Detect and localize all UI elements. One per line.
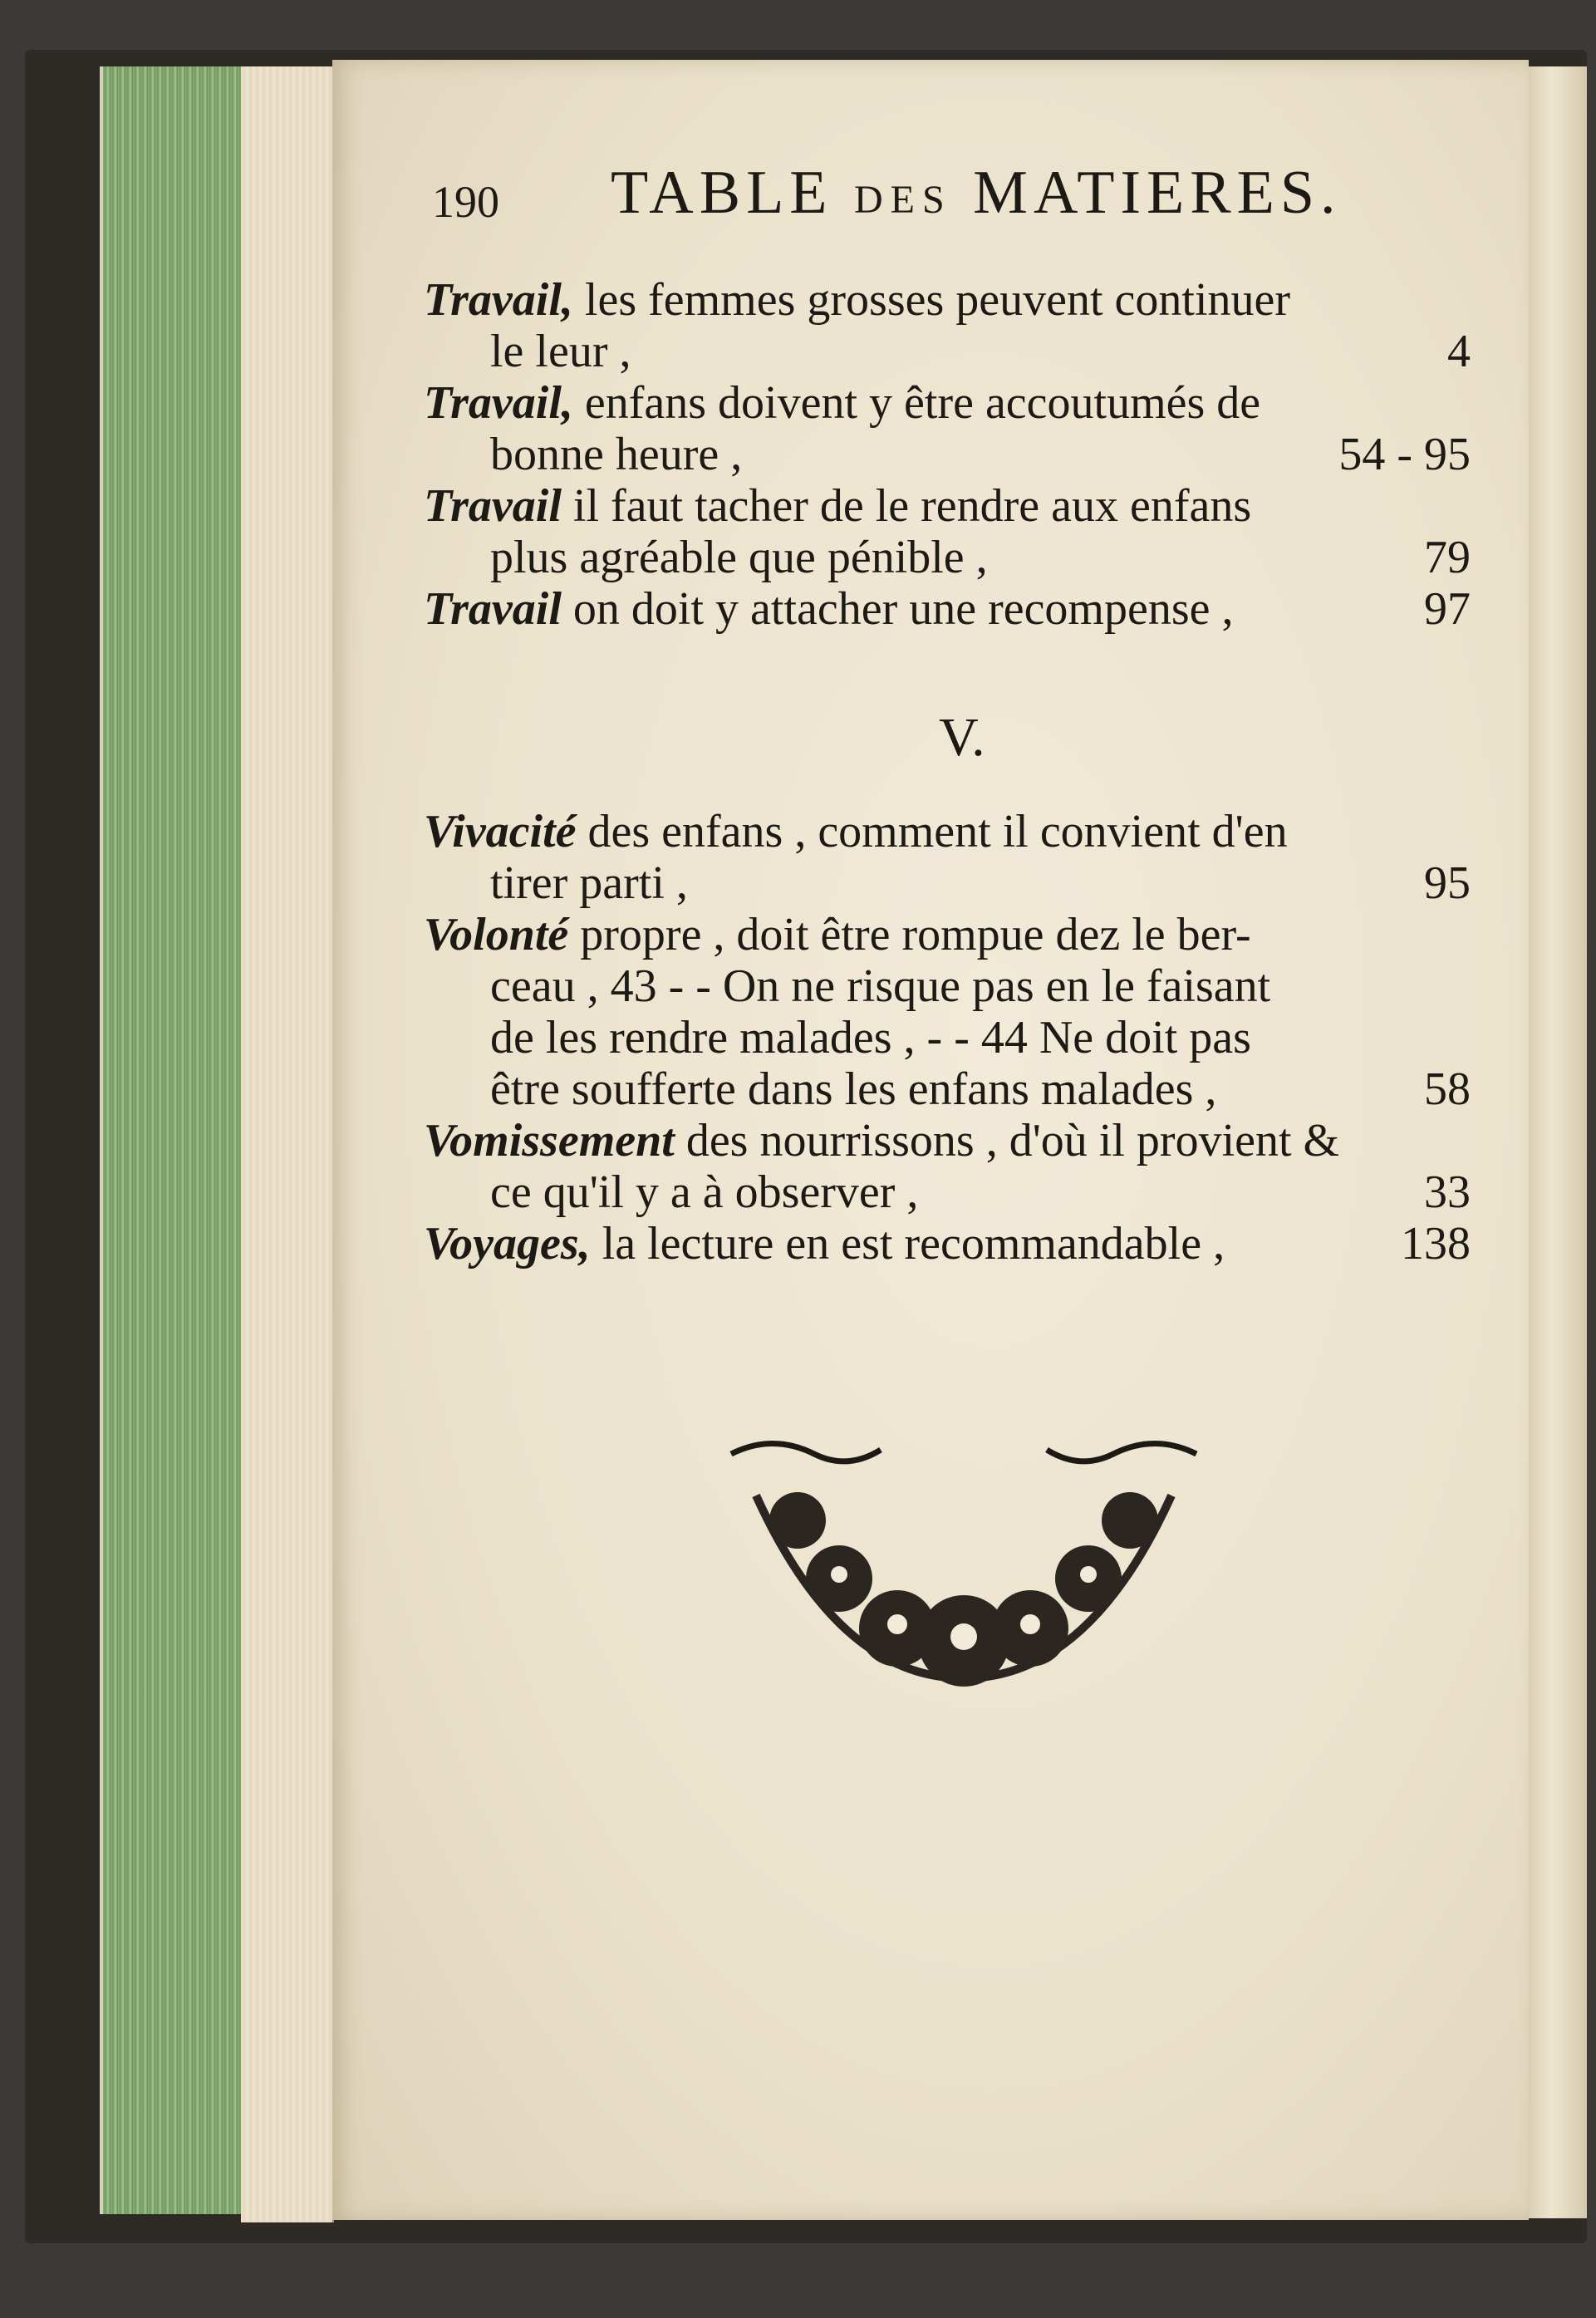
entry-keyword: Travail [424,480,562,532]
index-entry: Travail, les femmes grosses peuvent continuer le leur , 4 [424,274,1471,377]
index-entry: Volonté propre , doit être rompue dez le ber- ceau , 43 - - On ne risque pas en le faisant de les rendre malades , - - 44 Ne doit pas être soufferte dans les enfans malades , 58 [424,909,1471,1115]
index-entry: Voyages, la lecture en est recommandable , 138 [424,1218,1471,1269]
entry-page-ref: 79 [1424,532,1471,583]
index-entry: Travail on doit y attacher une recompense , 97 [424,583,1471,635]
garland-flowers [769,1492,1158,1687]
entry-keyword: Voyages, [424,1218,591,1269]
floral-ornament [723,1429,1205,1711]
entry-page-ref: 4 [1447,326,1471,377]
entry-page-ref: 33 [1424,1166,1471,1218]
entry-keyword: Vivacité [424,806,577,857]
petal-highlight [1080,1566,1097,1583]
entry-keyword: Vomissement [424,1115,675,1166]
entry-keyword: Volonté [424,909,569,960]
entry-page-ref: 54 - 95 [1338,429,1471,480]
ribbon-left [731,1444,881,1461]
ribbon-right [1047,1444,1196,1461]
entry-keyword: Travail, [424,377,573,429]
entry-page-ref: 97 [1424,583,1471,635]
entry-page-ref: 138 [1401,1218,1471,1269]
entry-page-ref: 58 [1424,1063,1471,1115]
section-letter: V. [939,707,985,768]
page-edges-green [100,66,244,2214]
petal-highlight [887,1614,907,1634]
petal-highlight [950,1623,977,1650]
index-entry: Travail il faut tacher de le rendre aux enfans plus agréable que pénible , 79 [424,480,1471,583]
index-entry: Vomissement des nourrissons , d'où il provient & ce qu'il y a à observer , 33 [424,1115,1471,1218]
index-entry: Vivacité des enfans , comment il convient d'en tirer parti , 95 [424,806,1471,909]
page-number: 190 [432,177,499,227]
entry-keyword: Travail [424,583,562,635]
page-header [432,158,1396,249]
petal-highlight [1020,1614,1040,1634]
petal-highlight [831,1566,847,1583]
flower-icon [1102,1492,1158,1549]
flower-icon [769,1492,826,1549]
facing-page-gutter [1529,66,1587,2218]
entry-keyword: Travail, [424,274,573,326]
page-stack [241,66,334,2222]
index-entry: Travail, enfans doivent y être accoutumés de bonne heure , 54 - 95 [424,377,1471,480]
running-head: TABLE DES MATIERES. [611,159,1342,227]
entry-page-ref: 95 [1424,857,1471,909]
